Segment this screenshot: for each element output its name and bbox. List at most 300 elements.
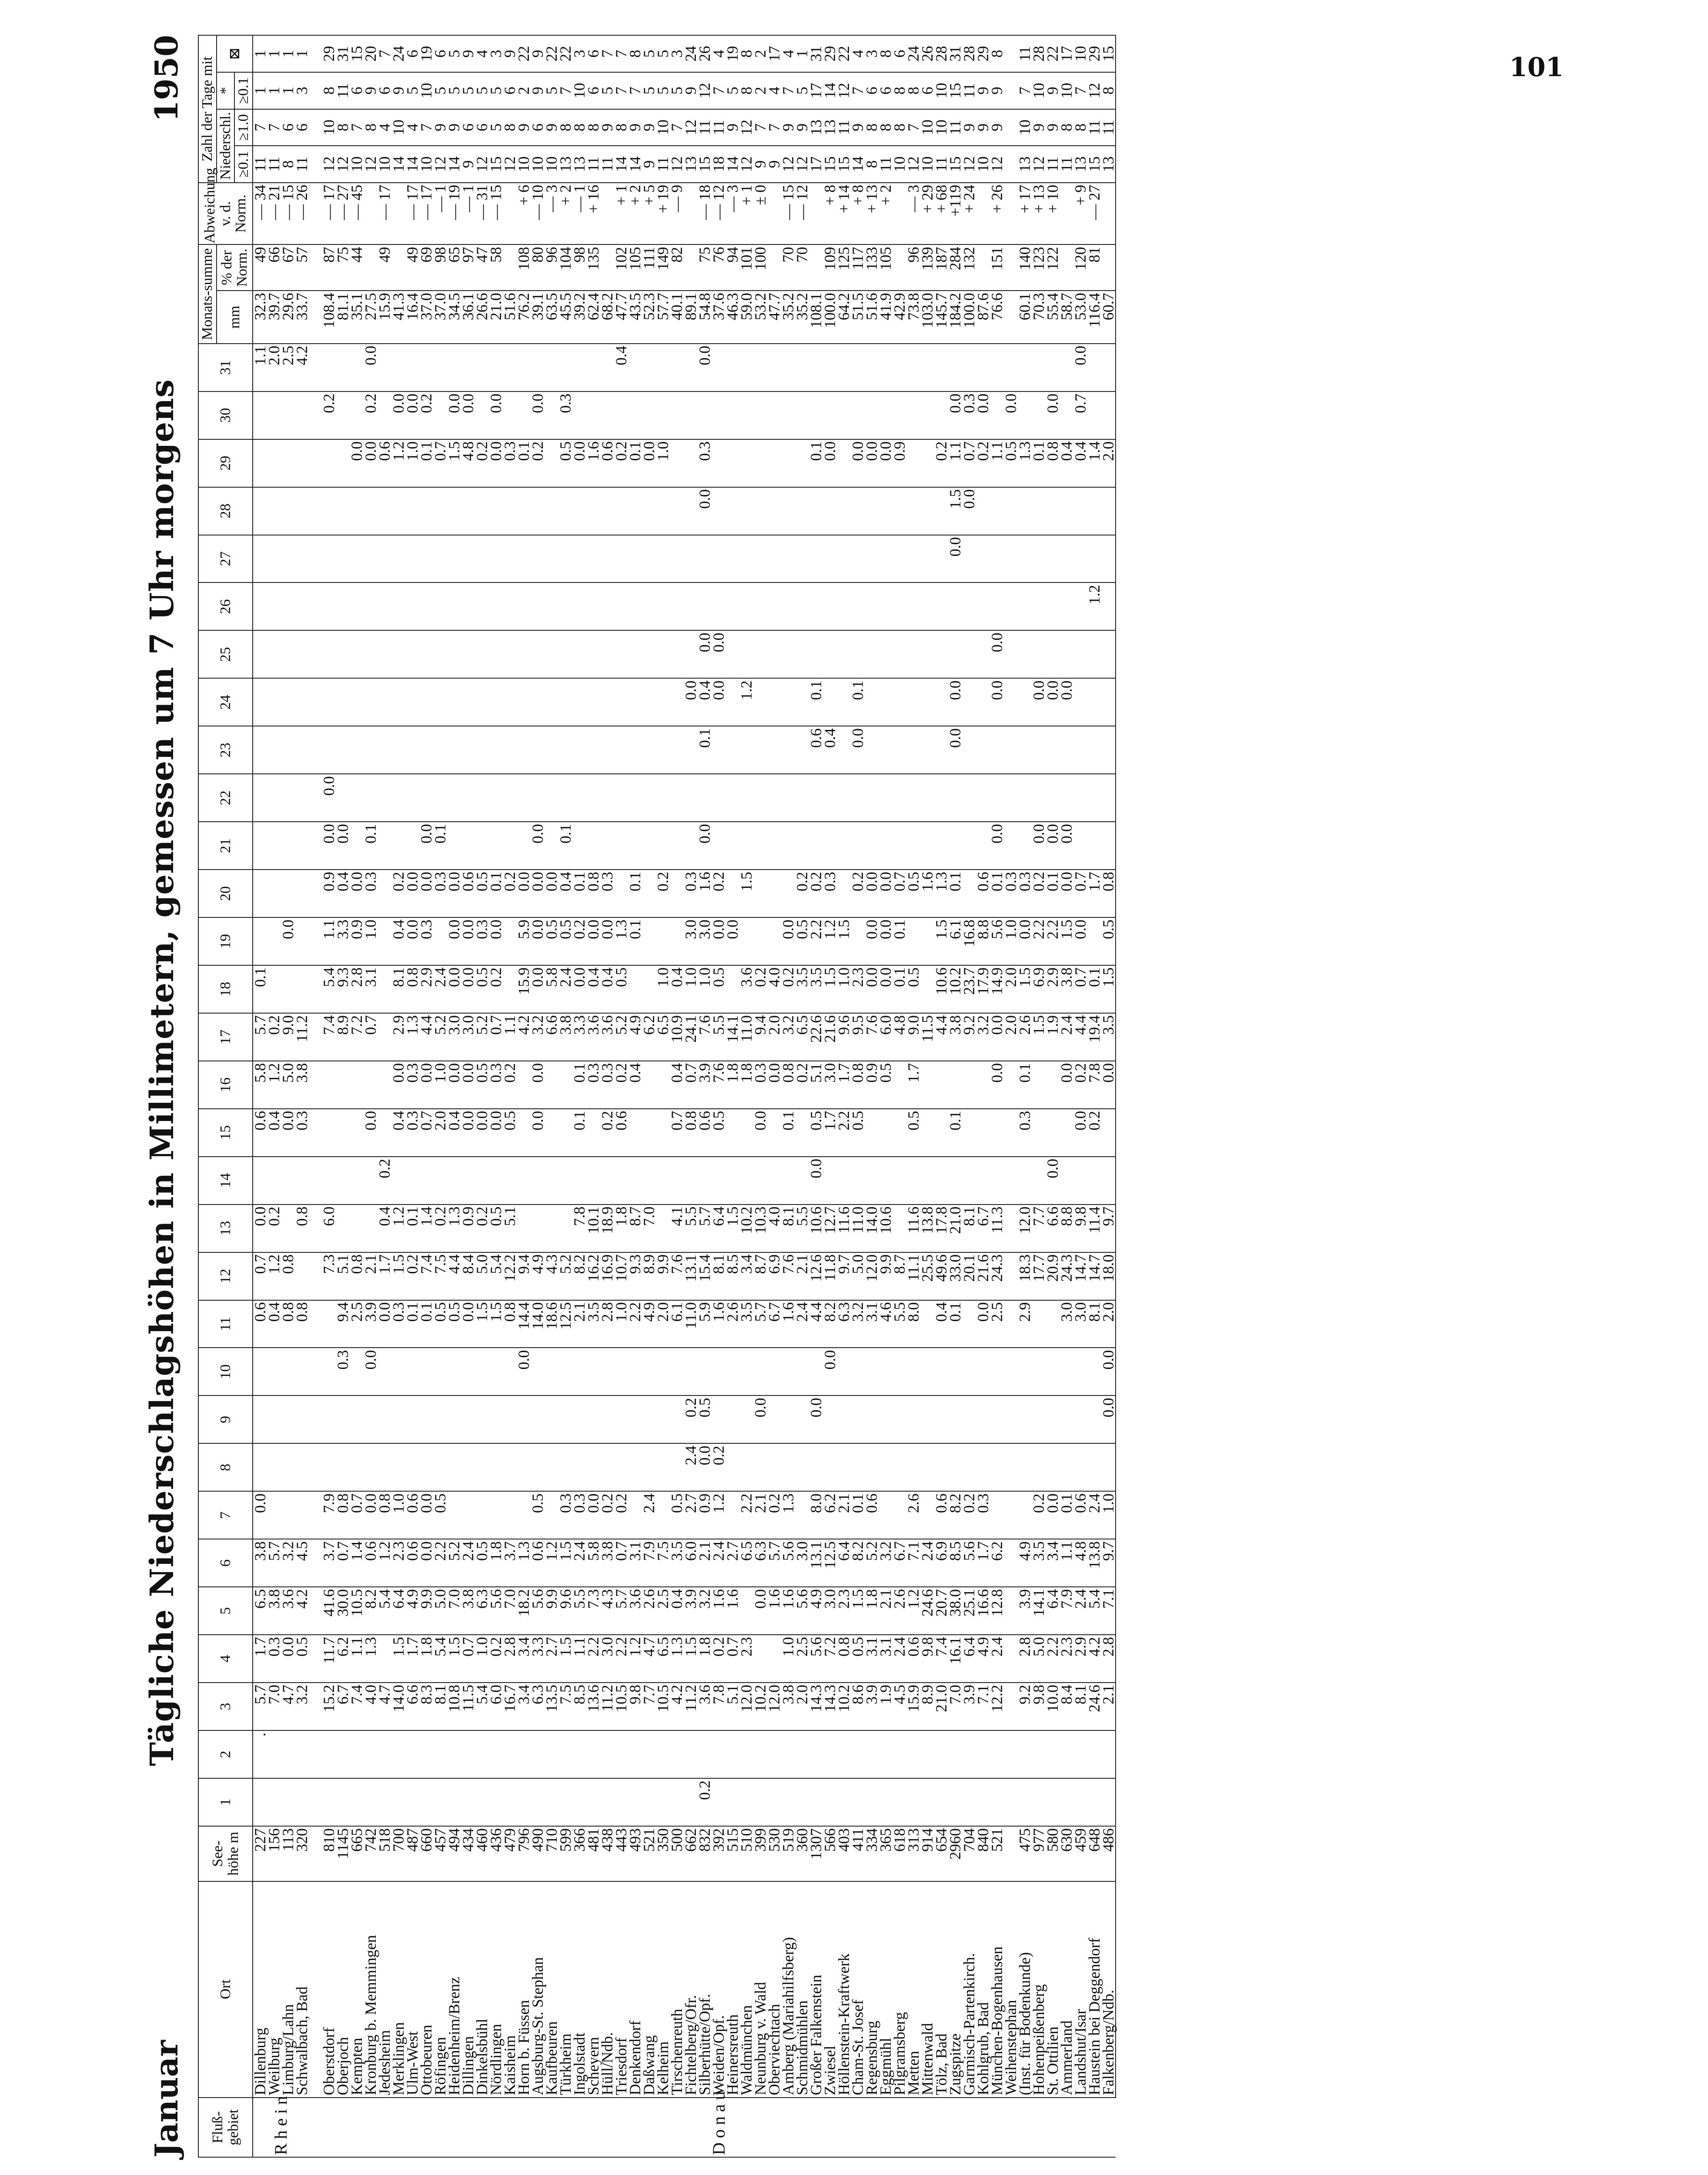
monthly-sum-cell: 35.2 <box>781 291 795 344</box>
day-value-cell <box>600 1348 614 1395</box>
place-cell: Tölz, Bad <box>934 1881 948 2098</box>
day-value-cell: 3.2 <box>295 1683 309 1730</box>
snow-days-cell: 12 <box>1087 72 1101 109</box>
day-value-cell <box>447 582 461 630</box>
day-value-cell <box>586 1348 600 1395</box>
days-ge10-cell: 6 <box>295 109 309 146</box>
day-value-cell: 8.0 <box>906 1300 920 1348</box>
day-value-cell: 1.3 <box>364 1635 378 1683</box>
day-value-cell <box>1018 582 1032 630</box>
days-ge01-cell: 14 <box>447 146 461 183</box>
day-value-cell: 0.2 <box>614 439 628 487</box>
day-value-cell <box>253 439 267 487</box>
day-value-cell: 0.0 <box>1101 1348 1116 1395</box>
day-value-cell: 0.0 <box>1046 392 1060 439</box>
day-value-cell: 1.7 <box>823 1109 837 1157</box>
days-ge10-cell: 10 <box>934 109 948 146</box>
day-value-cell <box>753 1778 767 1826</box>
deviation-cell: + 13 <box>1032 183 1046 245</box>
day-value-cell <box>1060 726 1073 774</box>
day-value-cell <box>920 344 934 392</box>
day-value-cell: 3.0 <box>823 1061 837 1109</box>
day-value-cell <box>990 535 1004 583</box>
day-value-cell <box>948 774 962 822</box>
day-value-cell <box>405 678 419 726</box>
monthly-sum-cell: 15.9 <box>378 291 391 344</box>
snowcover-days-cell: 19 <box>725 35 739 72</box>
day-value-cell <box>670 439 684 487</box>
pct-norm-cell: 49 <box>378 244 391 291</box>
col-header-precip: Niederschl. <box>217 109 235 183</box>
day-value-cell: 13.1 <box>684 1252 698 1300</box>
day-value-cell: 1.1 <box>1060 1539 1073 1587</box>
monthly-sum-cell: 58.7 <box>1060 291 1073 344</box>
snow-days-cell: 2 <box>753 72 767 109</box>
day-value-cell: 2.6 <box>642 1587 656 1635</box>
day-value-cell <box>837 392 851 439</box>
day-value-cell <box>712 774 725 822</box>
day-value-cell: 0.0 <box>364 344 378 392</box>
day-value-cell <box>656 392 670 439</box>
day-value-cell <box>906 822 920 870</box>
elevation-cell: 493 <box>628 1826 642 1881</box>
col-header-snow: * <box>217 72 235 109</box>
day-value-cell: 8.9 <box>642 1252 656 1300</box>
day-value-cell: 2.2 <box>614 1635 628 1683</box>
day-value-cell: 0.4 <box>823 726 837 774</box>
day-value-cell: 0.2 <box>795 870 809 917</box>
day-value-cell: 0.0 <box>447 392 461 439</box>
day-value-cell <box>920 1443 934 1491</box>
day-value-cell <box>753 535 767 583</box>
day-value-cell: 38.0 <box>948 1587 962 1635</box>
day-value-cell <box>378 678 391 726</box>
place-cell: Weiden/Opf. <box>712 1881 725 2098</box>
day-value-cell <box>1046 1348 1060 1395</box>
day-value-cell <box>350 487 364 535</box>
snow-days-cell: 14 <box>823 72 837 109</box>
day-value-cell: 1.3 <box>614 917 628 965</box>
day-value-cell: 0.0 <box>1073 917 1087 965</box>
day-value-cell: 5.0 <box>433 1587 447 1635</box>
day-value-cell: 3.4 <box>517 1635 531 1683</box>
day-value-cell <box>851 1157 865 1205</box>
day-value-cell <box>781 1348 795 1395</box>
pct-norm-cell: 101 <box>739 244 753 291</box>
pct-norm-cell: 75 <box>698 244 712 291</box>
day-value-cell: 0.1 <box>1018 1061 1032 1109</box>
day-value-cell: 0.0 <box>879 870 892 917</box>
days-ge10-cell: 9 <box>600 109 614 146</box>
day-value-cell <box>1060 1730 1073 1778</box>
elevation-cell: 403 <box>837 1826 851 1881</box>
day-value-cell: 1.6 <box>586 439 600 487</box>
day-value-cell: 2.5 <box>795 1635 809 1683</box>
place-cell: Falkenberg/Ndb. <box>1101 1881 1116 2098</box>
day-value-cell <box>656 1443 670 1491</box>
day-value-cell <box>823 487 837 535</box>
day-value-cell <box>461 774 475 822</box>
snowcover-days-cell: 3 <box>489 35 503 72</box>
day-value-cell <box>419 1443 433 1491</box>
deviation-cell: — 19 <box>447 183 461 245</box>
monthly-sum-cell: 51.6 <box>503 291 517 344</box>
day-value-cell: 3.3 <box>572 1013 586 1061</box>
day-value-cell <box>253 917 267 965</box>
day-value-cell: 0.3 <box>503 439 517 487</box>
pct-norm-cell: 123 <box>1032 244 1046 291</box>
day-value-cell <box>295 630 309 678</box>
day-value-cell: 9.9 <box>879 1252 892 1300</box>
day-value-cell <box>892 344 906 392</box>
place-cell: München-Bogenhausen <box>990 1881 1004 2098</box>
day-value-cell <box>795 1443 809 1491</box>
day-value-cell <box>1046 344 1060 392</box>
day-value-cell: 6.3 <box>475 1587 489 1635</box>
deviation-cell: + 29 <box>920 183 934 245</box>
day-value-cell: 2.2 <box>809 917 823 965</box>
monthly-sum-cell: 41.3 <box>391 291 405 344</box>
day-value-cell <box>851 1348 865 1395</box>
day-value-cell <box>517 1730 531 1778</box>
day-value-cell <box>976 1778 990 1826</box>
day-value-cell: 7.4 <box>934 1635 948 1683</box>
day-value-cell: 6.2 <box>990 1539 1004 1587</box>
day-value-cell: 2.1 <box>364 1252 378 1300</box>
day-value-cell <box>879 1157 892 1205</box>
day-value-cell: 2.5 <box>281 344 295 392</box>
day-value-cell: 0.3 <box>336 1348 350 1395</box>
day-value-cell <box>1018 487 1032 535</box>
day-value-cell <box>1018 1348 1032 1395</box>
day-value-cell <box>865 1348 879 1395</box>
day-value-cell: 10.2 <box>948 965 962 1013</box>
place-cell: Dinkelsbühl <box>475 1881 489 2098</box>
monthly-sum-cell: 87.6 <box>976 291 990 344</box>
day-value-cell: 1.6 <box>920 870 934 917</box>
col-header-days-with: Zahl der Tage mit <box>198 35 217 183</box>
snow-days-cell: 8 <box>322 72 336 109</box>
day-value-cell: 18.3 <box>1018 1252 1032 1300</box>
snowcover-days-cell: 22 <box>517 35 531 72</box>
day-value-cell <box>628 392 642 439</box>
day-value-cell <box>920 726 934 774</box>
day-value-cell: 1.0 <box>1101 1491 1116 1539</box>
pct-norm-cell: 81 <box>1087 244 1101 291</box>
place-cell: Dillingen <box>461 1881 475 2098</box>
monthly-sum-cell: 39.2 <box>572 291 586 344</box>
elevation-cell: 2960 <box>948 1826 962 1881</box>
place-cell: Haustein bei Deggendorf <box>1087 1881 1101 2098</box>
day-value-cell <box>391 1778 405 1826</box>
deviation-cell: — 12 <box>712 183 725 245</box>
day-value-cell: 4.6 <box>879 1300 892 1348</box>
days-ge01-cell: 12 <box>433 146 447 183</box>
snowcover-days-cell: 24 <box>906 35 920 72</box>
col-header-day: 25 <box>198 630 253 678</box>
day-value-cell: 0.4 <box>670 965 684 1013</box>
monthly-sum-cell: 62.4 <box>586 291 600 344</box>
day-value-cell: 0.2 <box>712 870 725 917</box>
day-value-cell: 8.1 <box>1073 1683 1087 1730</box>
day-value-cell <box>336 487 350 535</box>
col-header-day: 19 <box>198 917 253 965</box>
day-value-cell <box>419 678 433 726</box>
place-cell: Hüll/Ndb. <box>600 1881 614 2098</box>
day-value-cell: 12.2 <box>990 1683 1004 1730</box>
day-value-cell: 0.0 <box>865 870 879 917</box>
day-value-cell: 0.1 <box>628 917 642 965</box>
day-value-cell <box>267 1778 281 1826</box>
day-value-cell <box>1004 487 1018 535</box>
day-value-cell <box>1101 1109 1116 1157</box>
day-value-cell: 0.7 <box>419 1109 433 1157</box>
days-ge01-cell: 15 <box>837 146 851 183</box>
day-value-cell <box>1073 1778 1087 1826</box>
day-value-cell: 7.3 <box>586 1587 600 1635</box>
day-value-cell: 0.0 <box>1046 1491 1060 1539</box>
snowcover-days-cell: 7 <box>600 35 614 72</box>
day-value-cell <box>1032 1061 1046 1109</box>
day-value-cell <box>642 630 656 678</box>
day-value-cell <box>628 726 642 774</box>
elevation-cell: 840 <box>976 1826 990 1881</box>
day-value-cell <box>1018 1395 1032 1443</box>
day-value-cell: 0.0 <box>364 1491 378 1539</box>
snowcover-days-cell: 22 <box>1046 35 1060 72</box>
day-value-cell <box>1032 344 1046 392</box>
monthly-sum-cell: 100.0 <box>823 291 837 344</box>
day-value-cell: 24.6 <box>1087 1683 1101 1730</box>
day-value-cell: 4.1 <box>670 1205 684 1252</box>
day-value-cell <box>767 1443 781 1491</box>
day-value-cell <box>879 1395 892 1443</box>
day-value-cell <box>712 487 725 535</box>
day-value-cell <box>656 1157 670 1205</box>
day-value-cell: 6.6 <box>1046 1205 1060 1252</box>
day-value-cell: 4.9 <box>976 1635 990 1683</box>
day-value-cell <box>281 965 295 1013</box>
day-value-cell: 3.8 <box>558 1013 572 1061</box>
day-value-cell <box>295 535 309 583</box>
day-value-cell <box>753 487 767 535</box>
day-value-cell <box>642 774 656 822</box>
place-cell: Mittenwald <box>920 1881 934 2098</box>
day-value-cell <box>531 487 545 535</box>
day-value-cell <box>475 1395 489 1443</box>
day-value-cell: 0.0 <box>572 965 586 1013</box>
day-value-cell: 0.0 <box>962 487 976 535</box>
day-value-cell: 0.3 <box>391 1300 405 1348</box>
day-value-cell <box>391 1443 405 1491</box>
days-ge01-cell: 10 <box>920 146 934 183</box>
snowcover-days-cell: 17 <box>1060 35 1073 72</box>
snow-days-cell: 6 <box>586 72 600 109</box>
day-value-cell: 0.4 <box>600 965 614 1013</box>
day-value-cell <box>1004 1443 1018 1491</box>
place-cell: Augsburg-St. Stephan <box>531 1881 545 2098</box>
snowcover-days-cell: 6 <box>892 35 906 72</box>
day-value-cell: 1.0 <box>656 439 670 487</box>
day-value-cell: 0.1 <box>809 439 823 487</box>
place-cell: Kelheim <box>656 1881 670 2098</box>
day-value-cell: 0.2 <box>976 439 990 487</box>
day-value-cell <box>322 487 336 535</box>
day-value-cell: 21.6 <box>976 1252 990 1300</box>
day-value-cell <box>1004 774 1018 822</box>
day-value-cell <box>614 1778 628 1826</box>
snowcover-days-cell: 31 <box>336 35 350 72</box>
day-value-cell: 0.3 <box>558 1491 572 1539</box>
pct-norm-cell: 70 <box>795 244 809 291</box>
col-header-day: 12 <box>198 1252 253 1300</box>
day-value-cell: 1.7 <box>253 1635 267 1683</box>
day-value-cell <box>753 726 767 774</box>
col-header-day: 20 <box>198 870 253 917</box>
days-ge10-cell: 12 <box>684 109 698 146</box>
day-value-cell <box>1046 1395 1060 1443</box>
day-value-cell <box>475 678 489 726</box>
day-value-cell: 0.8 <box>586 870 600 917</box>
day-value-cell <box>781 1730 795 1778</box>
day-value-cell <box>531 582 545 630</box>
day-value-cell: 0.5 <box>475 1539 489 1587</box>
day-value-cell <box>391 344 405 392</box>
day-value-cell: 0.5 <box>906 1109 920 1157</box>
day-value-cell: 6.4 <box>712 1205 725 1252</box>
snow-days-cell: 1 <box>281 72 295 109</box>
day-value-cell <box>976 344 990 392</box>
day-value-cell <box>405 726 419 774</box>
day-value-cell <box>739 535 753 583</box>
day-value-cell <box>267 678 281 726</box>
monthly-sum-cell: 53.2 <box>753 291 767 344</box>
day-value-cell: 1.2 <box>267 1061 281 1109</box>
day-value-cell: 0.2 <box>391 870 405 917</box>
day-value-cell <box>350 1778 364 1826</box>
days-ge10-cell: 8 <box>336 109 350 146</box>
day-value-cell <box>517 535 531 583</box>
day-value-cell <box>851 774 865 822</box>
day-value-cell <box>753 1635 767 1683</box>
day-value-cell: 0.6 <box>461 870 475 917</box>
elevation-cell: 580 <box>1046 1826 1060 1881</box>
day-value-cell <box>295 822 309 870</box>
day-value-cell <box>433 726 447 774</box>
elevation-cell: 742 <box>364 1826 378 1881</box>
day-value-cell <box>531 1395 545 1443</box>
day-value-cell: 0.2 <box>1087 1109 1101 1157</box>
days-ge01-cell: 12 <box>781 146 795 183</box>
day-value-cell: 6.9 <box>1032 965 1046 1013</box>
day-value-cell <box>948 582 962 630</box>
day-value-cell <box>447 1778 461 1826</box>
day-value-cell <box>322 1730 336 1778</box>
deviation-cell: + 2 <box>628 183 642 245</box>
elevation-cell: 521 <box>642 1826 656 1881</box>
day-value-cell <box>391 535 405 583</box>
day-value-cell: 0.6 <box>1073 1491 1087 1539</box>
day-value-cell <box>851 392 865 439</box>
day-value-cell: 1.5 <box>447 1635 461 1683</box>
day-value-cell: 2.4 <box>572 1539 586 1587</box>
deviation-cell: + 26 <box>990 183 1004 245</box>
elevation-cell: 521 <box>990 1826 1004 1881</box>
day-value-cell <box>433 678 447 726</box>
day-value-cell <box>934 344 948 392</box>
day-value-cell: 2.0 <box>1004 965 1018 1013</box>
elevation-cell: 475 <box>1018 1826 1032 1881</box>
day-value-cell <box>809 392 823 439</box>
day-value-cell <box>698 392 712 439</box>
snowcover-days-cell: 15 <box>350 35 364 72</box>
day-value-cell: 3.0 <box>795 1539 809 1587</box>
day-value-cell <box>503 487 517 535</box>
snow-days-cell: 7 <box>781 72 795 109</box>
day-value-cell <box>558 1443 572 1491</box>
pct-norm-cell: 133 <box>865 244 879 291</box>
day-value-cell: 9.9 <box>656 1252 670 1300</box>
day-value-cell: 3.4 <box>517 1683 531 1730</box>
day-value-cell: 2.2 <box>739 1491 753 1539</box>
day-value-cell <box>837 630 851 678</box>
day-value-cell: 9.9 <box>419 1587 433 1635</box>
day-value-cell: 10.2 <box>753 1683 767 1730</box>
day-value-cell: 3.5 <box>739 1300 753 1348</box>
day-value-cell: 6.5 <box>795 1013 809 1061</box>
day-value-cell <box>336 535 350 583</box>
day-value-cell: 0.0 <box>405 870 419 917</box>
day-value-cell <box>656 1730 670 1778</box>
pct-norm-cell: 98 <box>572 244 586 291</box>
day-value-cell <box>725 1395 739 1443</box>
day-value-cell: 3.8 <box>948 1013 962 1061</box>
day-value-cell: 0.7 <box>350 1491 364 1539</box>
day-value-cell <box>920 774 934 822</box>
day-value-cell: 1.8 <box>865 1587 879 1635</box>
col-header-monthly-sum: Monats-summe <box>198 244 217 343</box>
days-ge10-cell: 8 <box>503 109 517 146</box>
day-value-cell <box>558 774 572 822</box>
day-value-cell: 4.4 <box>447 1252 461 1300</box>
day-value-cell <box>1101 1730 1116 1778</box>
day-value-cell: 7.9 <box>642 1539 656 1587</box>
day-value-cell <box>447 1348 461 1395</box>
day-value-cell: 7.1 <box>976 1683 990 1730</box>
monthly-sum-cell: 55.4 <box>1046 291 1060 344</box>
snowcover-days-cell: 1 <box>267 35 281 72</box>
day-value-cell: 5.7 <box>753 1300 767 1348</box>
day-value-cell <box>558 1348 572 1395</box>
day-value-cell <box>517 630 531 678</box>
day-value-cell <box>447 1443 461 1491</box>
day-value-cell: 7.1 <box>906 1539 920 1587</box>
day-value-cell <box>656 774 670 822</box>
day-value-cell: 0.0 <box>461 917 475 965</box>
day-value-cell: 1.2 <box>267 1252 281 1300</box>
day-value-cell <box>267 1157 281 1205</box>
monthly-sum-cell: 89.1 <box>684 291 698 344</box>
elevation-cell: 438 <box>600 1826 614 1881</box>
day-value-cell: 0.2 <box>600 1491 614 1539</box>
day-value-cell <box>586 1395 600 1443</box>
place-cell: Großer Falkenstein <box>809 1881 823 2098</box>
day-value-cell: 3.8 <box>253 1539 267 1587</box>
day-value-cell <box>767 439 781 487</box>
pct-norm-cell: 76 <box>712 244 725 291</box>
days-ge01-cell: 13 <box>1073 146 1087 183</box>
day-value-cell: 3.8 <box>295 1061 309 1109</box>
